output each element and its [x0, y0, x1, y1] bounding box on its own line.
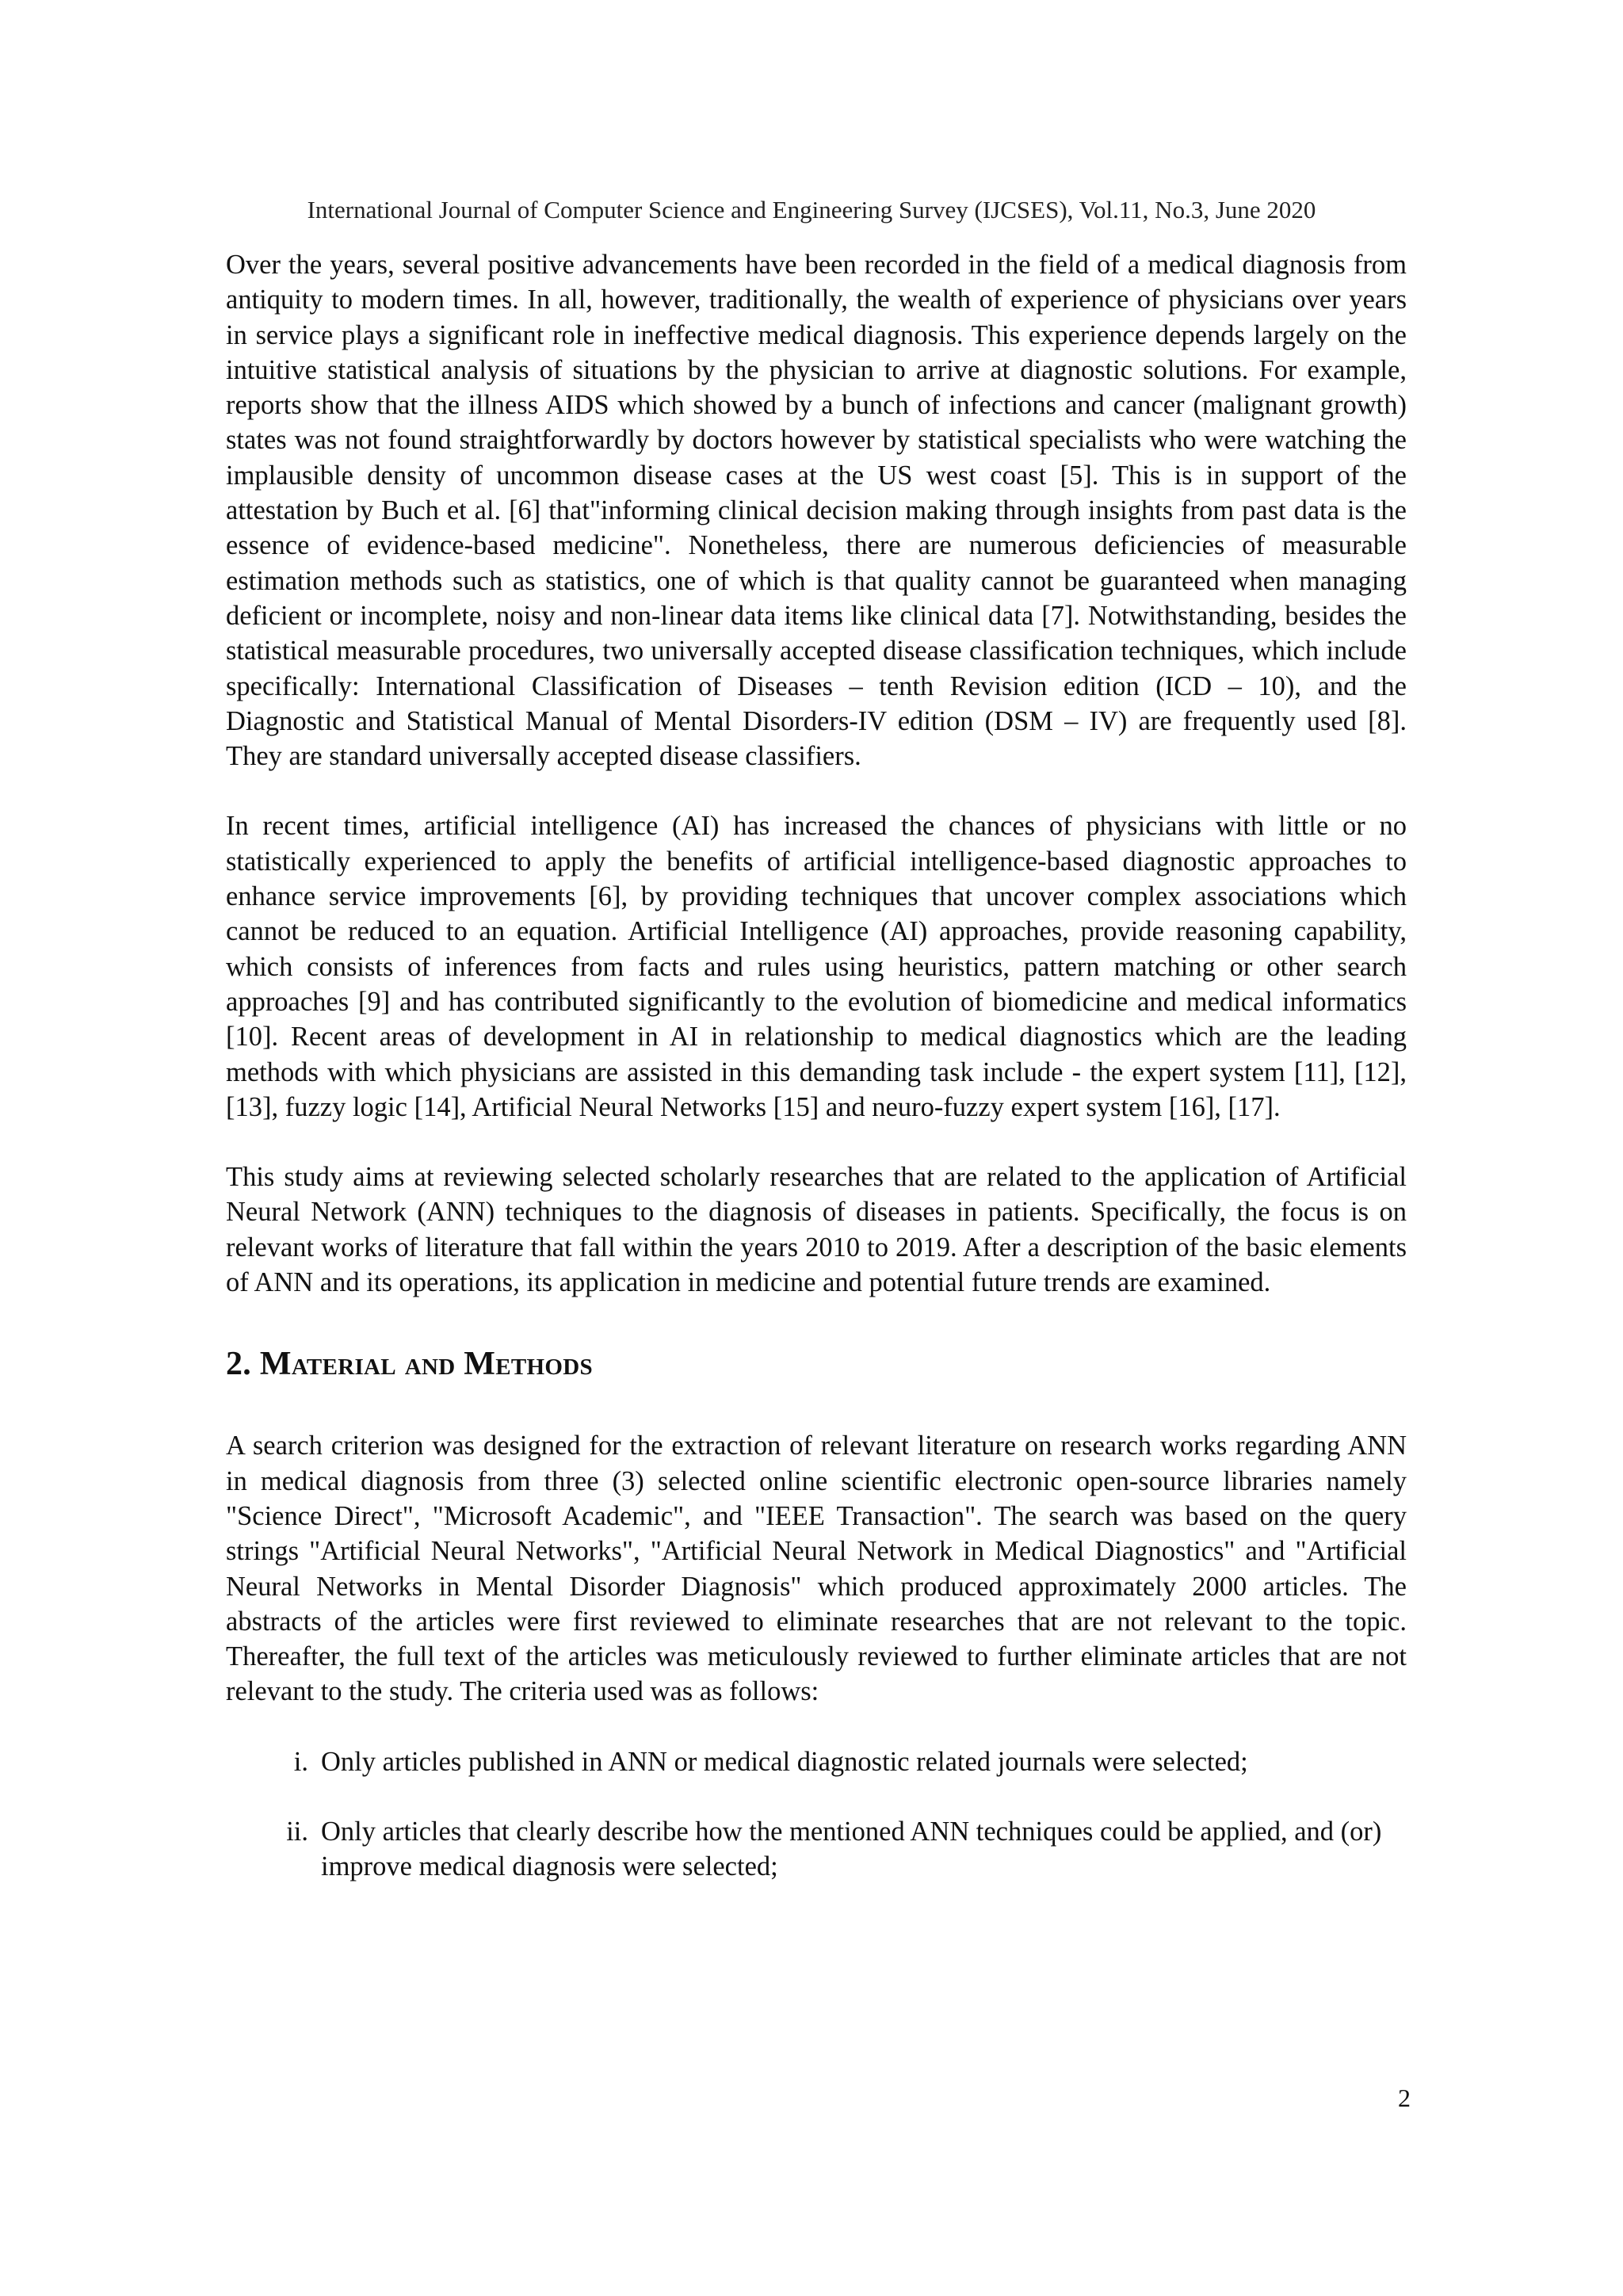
body-paragraph-2: In recent times, artificial intelligence (AI) has increased the chances of physicians with little or no statistically experienced to apply the benefits of artificial intelligence-based diagnostic approaches to enhance service improvements [6], by providing techniques that uncover complex associations which cannot be reduced to an equation. Artificial Intelligence (AI) approaches, provide reasoning capability, which consists of inferences from facts and rules using heuristics, pattern matching or other search approaches [9] and has contributed significantly to the evolution of biomedicine and medical informatics [10]. Recent areas of development in AI in relationship to medical diagnostics which are the leading methods with which physicians are assisted in this demanding task include - the expert system [11], [12], [13], fuzzy logic [14], Artificial Neural Networks [15] and neuro-fuzzy expert system [16], [17]. [226, 811, 1407, 1122]
criteria-list [226, 1744, 1407, 1885]
methods-paragraph: A search criterion was designed for the extraction of relevant literature on research works regarding ANN in medical diagnosis from three (3) selected online scientific electronic open-source libraries namely "Science Direct", "Microsoft Academic", and "IEEE Transaction". The search was based on the query strings "Artificial Neural Networks", "Artificial Neural Network in Medical Diagnostics" and "Artificial Neural Networks in Mental Disorder Diagnosis" which produced approximately 2000 articles. The abstracts of the articles were first reviewed to eliminate researches that are not relevant to the topic. Thereafter, the full text of the articles was meticulously reviewed to further eliminate articles that are not relevant to the study. The criteria used was as follows: [226, 1431, 1407, 1707]
journal-header: International Journal of Computer Science and Engineering Survey (IJCSES), Vol.11, No.3, June 2020 [307, 196, 1316, 223]
list-item-text: Only articles published in ANN or medical diagnostic related journals were selected; [321, 1746, 1248, 1777]
section-heading-material-methods: 2. Material and Methods [226, 1346, 593, 1383]
list-item-text: Only articles that clearly describe how the mentioned ANN techniques could be applied, and (or) improve medical diagnosis were selected; [321, 1816, 1382, 1882]
body-paragraph-3: This study aims at reviewing selected scholarly researches that are related to the application of Artificial Neural Network (ANN) techniques to the diagnosis of diseases in patients. Specifically, the focus is on relevant works of literature that fall within the years 2010 to 2019. After a description of the basic elements of ANN and its operations, its application in medicine and potential future trends are examined. [226, 1162, 1407, 1298]
list-marker: i. [293, 1746, 308, 1777]
list-marker: ii. [286, 1816, 308, 1847]
page-number: 2 [1398, 2084, 1411, 2112]
list-item [226, 1744, 1407, 1779]
body-paragraph-1: Over the years, several positive advancements have been recorded in the field of a medical diagnosis from antiquity to modern times. In all, however, traditionally, the wealth of experience of physicians over years in service plays a significant role in ineffective medical diagnosis. This experience depends largely on the intuitive statistical analysis of situations by the physician to arrive at diagnostic solutions. For example, reports show that the illness AIDS which showed by a bunch of infections and cancer (malignant growth) states was not found straightforwardly by doctors however by statistical specialists who were watching the implausible density of uncommon disease cases at the US west coast [5]. This is in support of the attestation by Buch et al. [6] that"informing clinical decision making through insights from past data is the essence of evidence-based medicine". Nonetheless, there are numerous deficiencies of measurable estimation methods such as statistics, one of which is that quality cannot be guaranteed when managing deficient or incomplete, noisy and non-linear data items like clinical data [7]. Notwithstanding, besides the statistical measurable procedures, two universally accepted disease classification techniques, which include specifically: International Classification of Diseases – tenth Revision edition (ICD – 10), and the Diagnostic and Statistical Manual of Mental Disorders-IV edition (DSM – IV) are frequently used [8]. They are standard universally accepted disease classifiers. [226, 250, 1407, 772]
list-item [226, 1814, 1407, 1885]
page-content [226, 247, 1407, 1920]
